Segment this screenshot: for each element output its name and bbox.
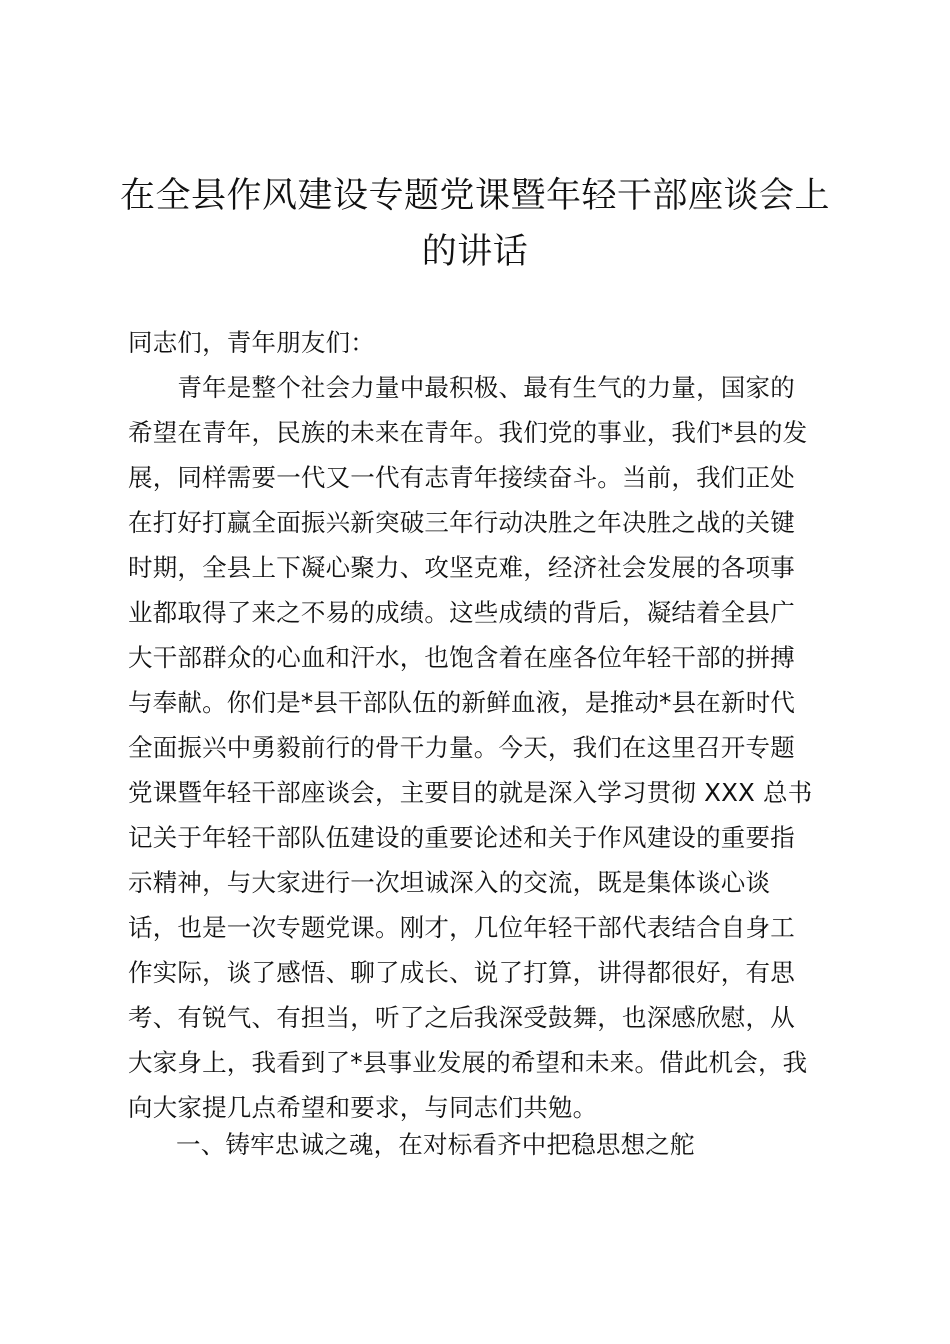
paragraph-line: 向大家提几点希望和要求，与同志们共勉。 [128,1093,598,1122]
paragraph-line: 示精神，与大家进行一次坦诚深入的交流，既是集体谈心谈 [128,868,771,897]
paragraph-line: 时期，全县上下凝心聚力、攻坚克难，经济社会发展的各项事 [128,553,795,582]
paragraph-line: 大干部群众的心血和汗水，也饱含着在座各位年轻干部的拼搏 [128,643,795,672]
section-heading: 一、铸牢忠诚之魂，在对标看齐中把稳思想之舵 [176,1130,695,1159]
title-line: 的讲话 [421,232,529,272]
paragraph-line: 在打好打赢全面振兴新突破三年行动决胜之年决胜之战的关键 [128,508,795,537]
paragraph-line: 业都取得了来之不易的成绩。这些成绩的背后，凝结着全县广 [128,598,795,627]
paragraph-line: 全面振兴中勇毅前行的骨干力量。今天，我们在这里召开专题 [128,733,795,762]
paragraph-line: 与奉献。你们是*县干部队伍的新鲜血液，是推动*县在新时代 [128,688,796,717]
paragraph-line: 作实际，谈了感悟、聊了成长、说了打算，讲得都很好，有思 [128,958,795,987]
paragraph-line: 考、有锐气、有担当，听了之后我深受鼓舞，也深感欣慰，从 [128,1003,795,1032]
paragraph-line: 希望在青年，民族的未来在青年。我们党的事业，我们*县的发 [128,418,808,447]
greeting: 同志们，青年朋友们： [128,328,375,357]
paragraph-line: 青年是整个社会力量中最积极、最有生气的力量，国家的 [128,373,795,402]
paragraph-line: 大家身上，我看到了*县事业发展的希望和未来。借此机会，我 [128,1048,808,1077]
paragraph-line: 话，也是一次专题党课。刚才，几位年轻干部代表结合自身工 [128,913,795,942]
opening-paragraph [128,365,832,1130]
document-title [118,168,832,280]
paragraph-line: 记关于年轻干部队伍建设的重要论述和关于作风建设的重要指 [128,823,795,852]
paragraph-line: 党课暨年轻干部座谈会，主要目的就是深入学习贯彻 XXX 总书 [128,778,813,807]
title-line: 在全县作风建设专题党课暨年轻干部座谈会上 [119,176,830,216]
paragraph-line: 展，同样需要一代又一代有志青年接续奋斗。当前，我们正处 [128,463,795,492]
